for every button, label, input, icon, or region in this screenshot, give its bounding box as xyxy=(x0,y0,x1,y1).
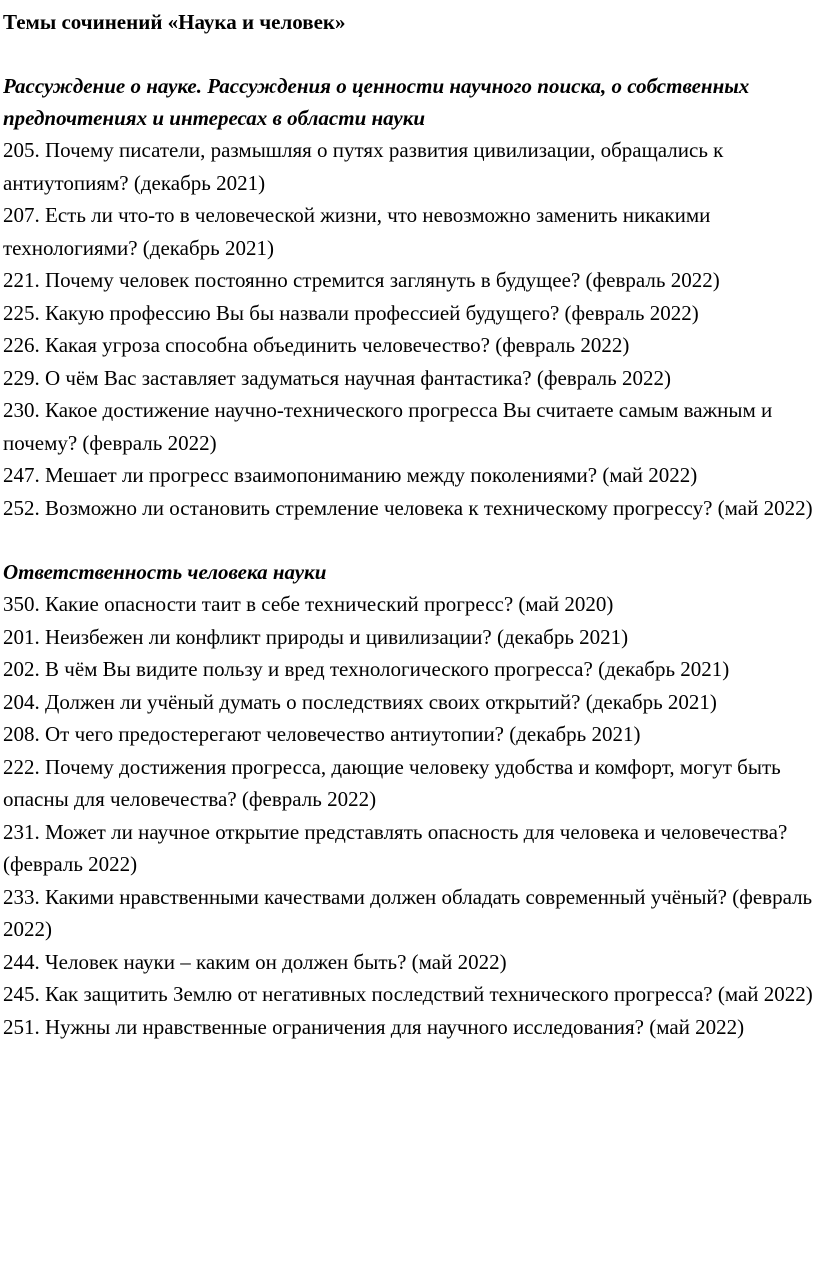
topic-item: 225. Какую профессию Вы бы назвали профессией будущего? (февраль 2022) xyxy=(3,300,699,325)
document-title: Темы сочинений «Наука и человек» xyxy=(3,10,346,34)
topic-item: 229. О чём Вас заставляет задуматься научная фантастика? (февраль 2022) xyxy=(3,365,671,390)
topic-list-scientist-responsibility xyxy=(3,588,813,1043)
topic-item: 233. Какими нравственными качествами должен обладать современный учёный? (февраль 2022) xyxy=(3,884,813,941)
topic-item: 244. Человек науки – каким он должен быть? (май 2022) xyxy=(3,949,507,974)
topic-item: 208. От чего предостерегают человечество антиутопии? (декабрь 2021) xyxy=(3,722,641,746)
topic-item: 245. Как защитить Землю от негативных последствий технического прогресса? (май 2022) xyxy=(3,982,813,1006)
topic-item: 230. Какое достижение научно-технического прогресса Вы считаете самым важным и почему? (февраль 2022) xyxy=(3,398,773,455)
topic-item: 252. Возможно ли остановить стремление человека к техническому прогрессу? (май 2022) xyxy=(3,495,813,520)
topic-item: 202. В чём Вы видите пользу и вред технологического прогресса? (декабрь 2021) xyxy=(3,657,730,681)
topic-item: 205. Почему писатели, размышляя о путях развития цивилизации, обращались к антиутопиям? (декабрь 2021) xyxy=(3,138,724,195)
topic-list-science-reasoning xyxy=(3,134,813,524)
topic-item: 222. Почему достижения прогресса, дающие человеку удобства и комфорт, могут быть опасны для человечества? (февраль 2022) xyxy=(3,754,781,811)
blank-line xyxy=(3,524,816,556)
topic-item: 201. Неизбежен ли конфликт природы и цивилизации? (декабрь 2021) xyxy=(3,624,629,649)
topic-item: 207. Есть ли что-то в человеческой жизни, что невозможно заменить никакими технологиями? (декабрь 2021) xyxy=(3,203,711,260)
blank-line xyxy=(3,38,816,70)
topic-item: 251. Нужны ли нравственные ограничения для научного исследования? (май 2022) xyxy=(3,1014,745,1039)
section-heading-science-reasoning: Рассуждение о науке. Рассуждения о ценности научного поиска, о собственных предпочтениях и интересах в области науки xyxy=(3,74,750,130)
topic-item: 231. Может ли научное открытие представлять опасность для человека и человечества? (февраль 2022) xyxy=(3,819,788,876)
topic-item: 226. Какая угроза способна объединить человечество? (февраль 2022) xyxy=(3,333,630,357)
topic-item: 221. Почему человек постоянно стремится заглянуть в будущее? (февраль 2022) xyxy=(3,268,720,292)
topic-item: 204. Должен ли учёный думать о последствиях своих открытий? (декабрь 2021) xyxy=(3,689,717,714)
topic-item: 247. Мешает ли прогресс взаимопониманию между поколениями? (май 2022) xyxy=(3,463,698,487)
topic-item: 350. Какие опасности таит в себе технический прогресс? (май 2020) xyxy=(3,592,614,616)
section-heading-scientist-responsibility: Ответственность человека науки xyxy=(3,560,327,584)
